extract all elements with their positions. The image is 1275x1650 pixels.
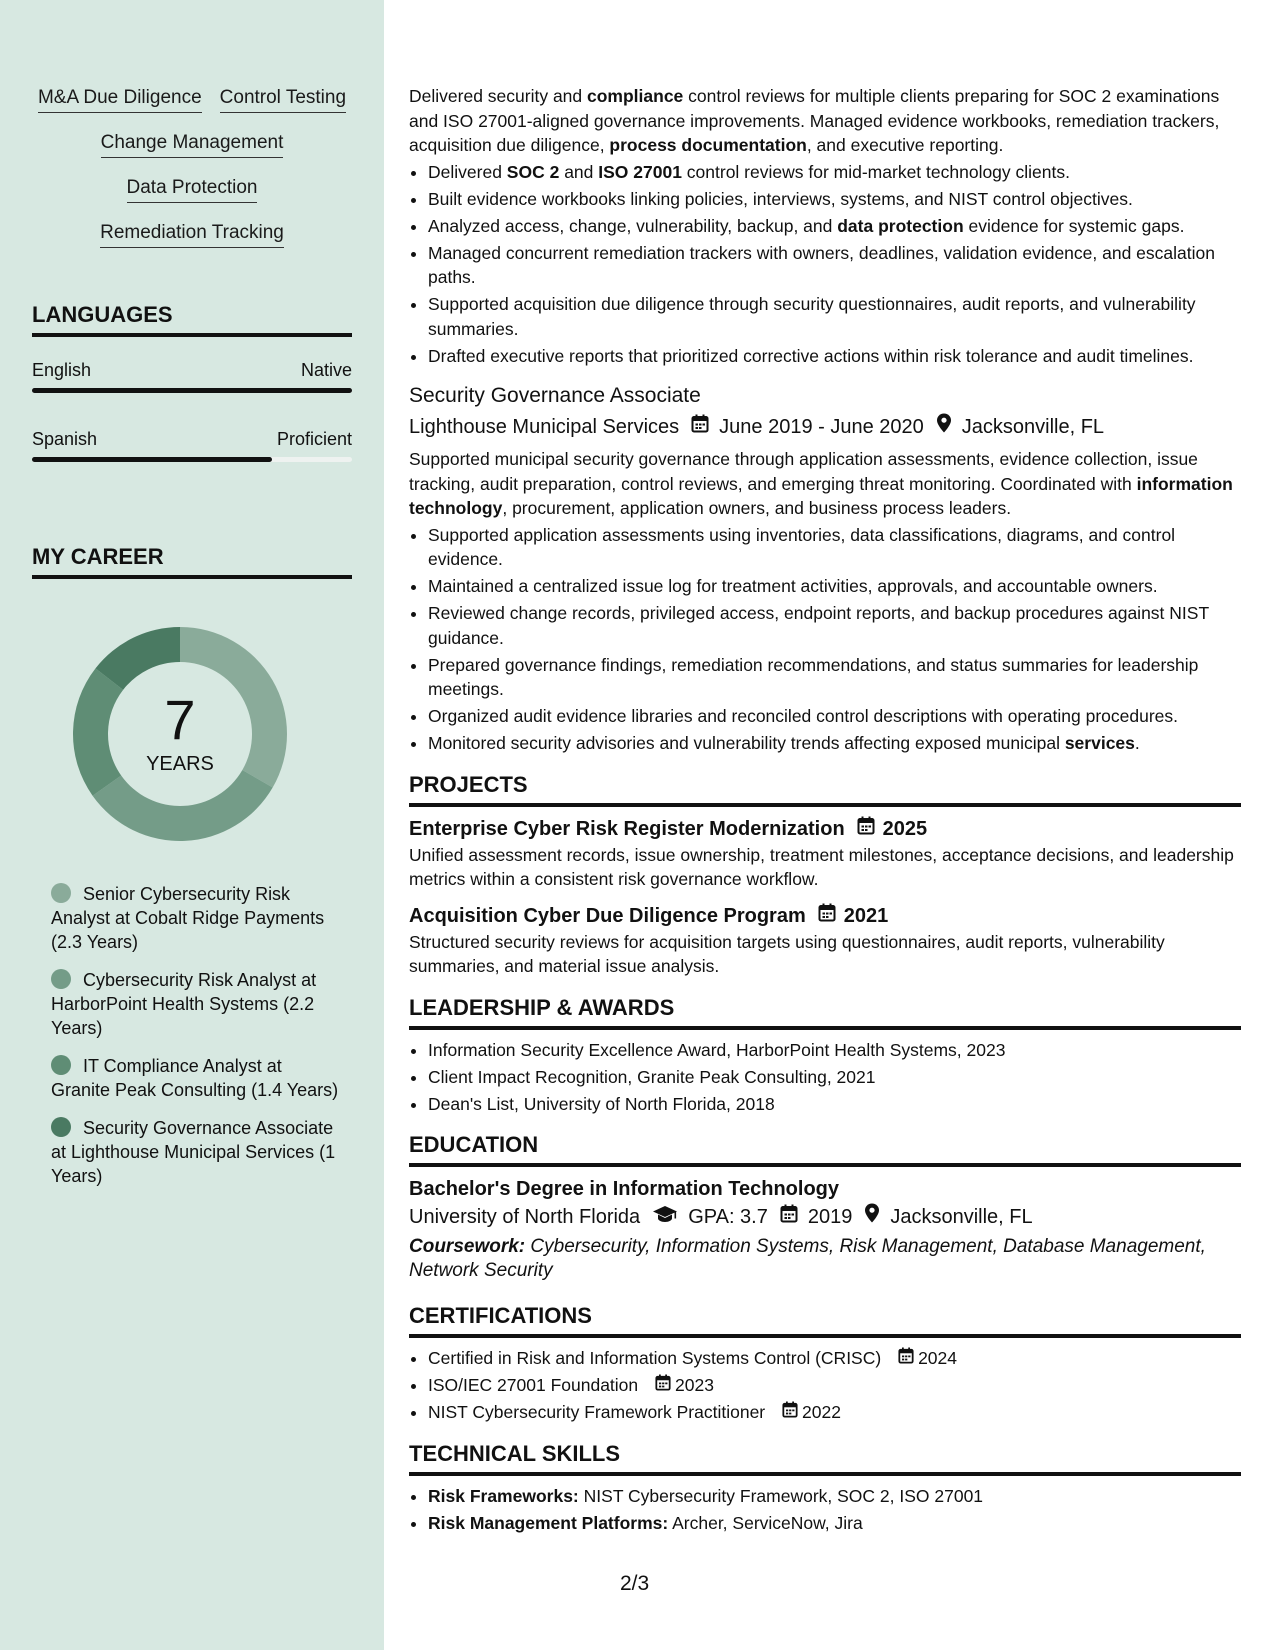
project-description: Structured security reviews for acquisition targets using questionnaires, audit reports, vulnerability summaries, and material issue analysis.: [409, 931, 1165, 976]
skill-label: Risk Frameworks:: [428, 1485, 579, 1506]
project-title: [409, 815, 1241, 843]
leadership-list: [409, 1038, 1241, 1117]
skill-label: Risk Management Platforms:: [428, 1512, 669, 1533]
calendar-icon: [655, 1373, 675, 1398]
career-total-years: 7: [164, 688, 196, 751]
legend-dot: [51, 883, 71, 903]
certification-year: 2024: [918, 1348, 958, 1368]
certification-name: NIST Cybersecurity Framework Practitioner: [428, 1402, 766, 1422]
calendar-icon: [782, 1400, 802, 1425]
skill-tag: M&A Due Diligence: [38, 86, 202, 113]
job-meta: [409, 413, 1241, 441]
bullet-item: • Drafted executive reports that prioritized corrective actions within risk tolerance and audit timelines.: [428, 344, 1241, 369]
bullet-item: • Delivered SOC 2 and ISO 27001 control reviews for mid-market technology clients.: [428, 160, 1241, 185]
language-level: Proficient: [276, 429, 352, 449]
skill-tag: Change Management: [101, 131, 284, 158]
skill-item: [428, 1484, 1241, 1509]
bullet-item: • Prepared governance findings, remediation recommendations, and status summaries for leadership meetings.: [428, 653, 1241, 702]
page-number: 2/3: [620, 1572, 650, 1595]
bullet-item: • Supported application assessments using inventories, data classifications, diagrams, and control evidence.: [428, 523, 1241, 572]
certification-name: ISO/IEC 27001 Foundation: [428, 1375, 639, 1395]
job-company: Lighthouse Municipal Services: [409, 416, 680, 438]
career-legend-item: [51, 968, 341, 1040]
calendar-icon: [898, 1346, 918, 1371]
certification-year: 2023: [675, 1375, 714, 1395]
donut-segment-2: [93, 770, 273, 841]
language-english: [32, 358, 352, 393]
project-year: 2021: [843, 904, 889, 927]
map-pin-icon: [936, 413, 952, 441]
technical-skills-list: [409, 1484, 1241, 1536]
language-bar: [32, 457, 352, 462]
leadership-heading: LEADERSHIP & AWARDS: [409, 993, 1241, 1030]
technical-skills-heading: TECHNICAL SKILLS: [409, 1439, 1241, 1476]
calendar-icon: [691, 413, 709, 441]
coursework: [409, 1235, 1241, 1283]
skill-value: Archer, ServiceNow, Jira: [672, 1512, 863, 1533]
career-legend-label: Security Governance Associate at Lighthouse Municipal Services (1 Years): [51, 1118, 336, 1186]
education-meta: [409, 1203, 1241, 1231]
career-total-unit: YEARS: [146, 753, 214, 775]
career-legend-label: Senior Cybersecurity Risk Analyst at Cobalt Ridge Payments (2.3 Years): [51, 884, 325, 952]
award-item: • Information Security Excellence Award, HarborPoint Health Systems, 2023: [428, 1038, 1241, 1063]
bullet-item: • Built evidence workbooks linking policies, interviews, systems, and NIST control objectives.: [428, 187, 1241, 212]
project-year: 2025: [882, 817, 928, 840]
project-name: Acquisition Cyber Due Diligence Program: [409, 904, 806, 927]
graduation-cap-icon: [652, 1203, 678, 1231]
job-summary: Supported municipal security governance through application assessments, evidence collection, issue tracking, audit preparation, control reviews, and emerging threat monitoring. Coordinated with information technology, procurement, application owners, and business process leaders.: [409, 449, 1233, 518]
bullet-item: • Analyzed access, change, vulnerability, backup, and data protection evidence for systemic gaps.: [428, 214, 1241, 239]
language-bar-fill: [32, 388, 352, 393]
certification-list: [409, 1346, 1241, 1425]
language-spanish: [32, 427, 352, 462]
school-location: Jacksonville, FL: [890, 1206, 1033, 1228]
coursework-label: Coursework:: [409, 1236, 526, 1257]
skill-item: [428, 1511, 1241, 1536]
career-heading: MY CAREER: [32, 544, 352, 579]
prev-job-summary: Delivered security and compliance control reviews for multiple clients preparing for SOC 2 examinations and ISO 27001-aligned governance improvements. Managed evidence workbooks, remediation trackers, acquisition due diligence, process documentation, and executive reporting.: [409, 86, 1220, 155]
career-legend-item: [51, 1116, 341, 1188]
award-item: • Client Impact Recognition, Granite Peak Consulting, 2021: [428, 1065, 1241, 1090]
certification-name: Certified in Risk and Information Systems Control (CRISC): [428, 1348, 882, 1368]
education-heading: EDUCATION: [409, 1130, 1241, 1167]
certification-item: [428, 1373, 1241, 1398]
career-legend-item: [51, 882, 341, 954]
career-legend-item: [51, 1054, 341, 1102]
gpa: GPA: 3.7: [688, 1206, 768, 1228]
graduation-year: 2019: [807, 1206, 853, 1228]
job-location: Jacksonville, FL: [961, 416, 1105, 438]
school-name: University of North Florida: [409, 1206, 641, 1228]
language-bar-fill: [32, 457, 272, 462]
language-level: Native: [300, 360, 352, 380]
job-title: Security Governance Associate: [409, 384, 701, 407]
project-name: Enterprise Cyber Risk Register Modernization: [409, 817, 845, 840]
career-legend-label: Cybersecurity Risk Analyst at HarborPoint Health Systems (2.2 Years): [51, 970, 317, 1038]
skill-tag: Control Testing: [220, 86, 346, 113]
career-legend-label: IT Compliance Analyst at Granite Peak Consulting (1.4 Years): [51, 1056, 339, 1100]
career-legend: [51, 882, 341, 1202]
language-name: English: [32, 360, 92, 380]
certification-item: [428, 1400, 1241, 1425]
language-name: Spanish: [32, 429, 98, 449]
award-item: • Dean's List, University of North Florida, 2018: [428, 1092, 1241, 1117]
legend-dot: [51, 1055, 71, 1075]
bullet-item: • Maintained a centralized issue log for treatment activities, approvals, and accountable owners.: [428, 574, 1241, 599]
calendar-icon: [780, 1203, 798, 1231]
legend-dot: [51, 969, 71, 989]
certification-item: [428, 1346, 1241, 1371]
certification-year: 2022: [802, 1402, 841, 1422]
skill-tag: Remediation Tracking: [100, 221, 284, 248]
map-pin-icon: [864, 1203, 880, 1231]
projects-heading: PROJECTS: [409, 770, 1241, 807]
project-description: Unified assessment records, issue ownership, treatment milestones, acceptance decisions, and leadership metrics within a consistent risk governance workflow.: [409, 844, 1234, 889]
bullet-item: • Supported acquisition due diligence through security questionnaires, audit reports, and vulnerability summaries.: [428, 292, 1241, 341]
bullet-item: • Reviewed change records, privileged access, endpoint reports, and backup procedures against NIST guidance.: [428, 601, 1241, 650]
calendar-icon: [857, 815, 875, 843]
job-bullets: [409, 523, 1241, 756]
language-bar: [32, 388, 352, 393]
coursework-list: Cybersecurity, Information Systems, Risk Management, Database Management, Network Security: [409, 1236, 1206, 1281]
legend-dot: [51, 1117, 71, 1137]
sidebar: [0, 0, 384, 1650]
job-dates: June 2019 - June 2020: [719, 416, 924, 438]
skill-tag: Data Protection: [127, 176, 258, 203]
prev-job-bullets: [409, 160, 1241, 369]
bullet-item: • Organized audit evidence libraries and reconciled control descriptions with operating procedures.: [428, 704, 1241, 729]
project-title: [409, 902, 1241, 930]
bullet-item: • Monitored security advisories and vulnerability trends affecting exposed municipal services.: [428, 731, 1241, 756]
certifications-heading: CERTIFICATIONS: [409, 1301, 1241, 1338]
bullet-item: • Managed concurrent remediation trackers with owners, deadlines, validation evidence, and escalation paths.: [428, 241, 1241, 290]
calendar-icon: [818, 902, 836, 930]
skill-tags: [32, 86, 352, 266]
languages-heading: LANGUAGES: [32, 302, 352, 337]
degree-title: Bachelor's Degree in Information Technology: [409, 1178, 840, 1200]
main-content: [409, 0, 1241, 1538]
skill-value: NIST Cybersecurity Framework, SOC 2, ISO 27001: [583, 1485, 984, 1506]
